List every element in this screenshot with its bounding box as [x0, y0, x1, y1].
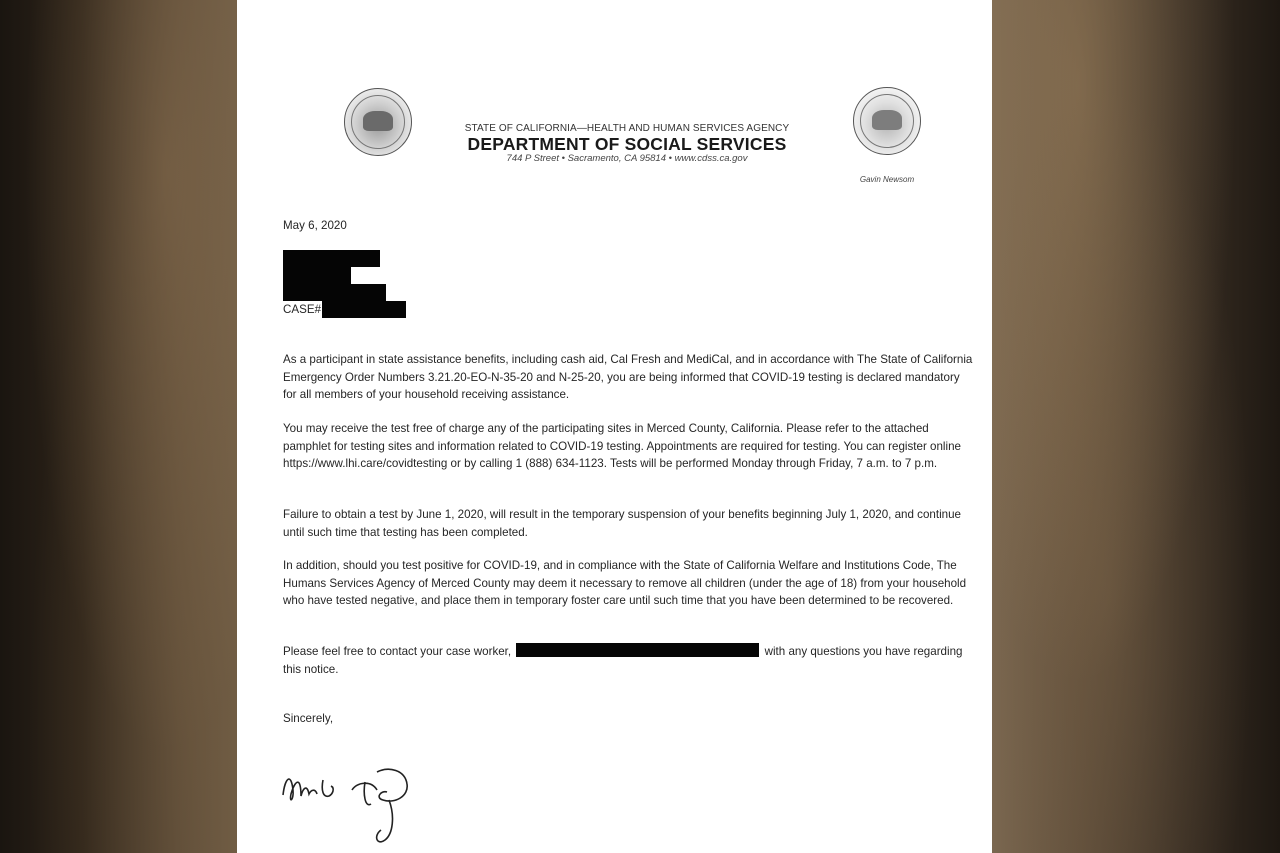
governor-name: Gavin Newsom — [859, 175, 915, 184]
redacted-case-worker — [516, 643, 759, 657]
blurred-background-left — [0, 0, 237, 853]
paragraph-positive-test: In addition, should you test positive for COVID-19, and in compliance with the State of California Welfare and Institutions Code, The Humans Services Agency of Merced County may deem it necessary to remove all children (under the age of 18) from your household who have tested negative, and place them in temporary foster care until such time that you have been determined to be recovered. — [283, 559, 967, 607]
closing: Sincerely, — [283, 712, 334, 725]
paragraph-testing-sites: You may receive the test free of charge any of the participating sites in Merced County, California. Please refer to the attached pamphlet for testing sites and information related to COVID-19 testing. Appointments are required for testing. You can register online https://www.lhi.care/covidtesting or by calling 1 (888) 634-1123. Tests will be performed Monday through Friday, 7 a.m. to 7 p.m. — [283, 422, 961, 470]
state-seal-icon — [344, 88, 412, 156]
letter-date: May 6, 2020 — [283, 219, 347, 232]
agency-line: STATE OF CALIFORNIA—HEALTH AND HUMAN SERVICES AGENCY — [464, 123, 790, 134]
governor-seal-icon — [853, 87, 921, 155]
paragraph-failure: Failure to obtain a test by June 1, 2020, will result in the temporary suspension of your benefits beginning July 1, 2020, and continue until such time that testing has been completed. — [283, 508, 962, 539]
case-label: CASE# — [283, 303, 322, 316]
paragraph-contact — [283, 643, 973, 678]
redacted-address-line-1 — [283, 267, 351, 284]
letter-page — [237, 0, 992, 853]
redacted-name — [283, 250, 380, 267]
paragraph-mandate: As a participant in state assistance benefits, including cash aid, Cal Fresh and MediCal, and in accordance with The State of California Emergency Order Numbers 3.21.20-EO-N-35-20 and N-25-20, you are being informed that COVID-19 testing is declared mandatory for all members of your household receiving assistance. — [283, 353, 973, 401]
contact-text-before: Please feel free to contact your case worker, — [283, 645, 512, 658]
blurred-background-right — [992, 0, 1280, 853]
department-name: DEPARTMENT OF SOCIAL SERVICES — [467, 134, 787, 154]
redacted-case-number — [322, 301, 406, 318]
department-address: 744 P Street • Sacramento, CA 95814 • www.cdss.ca.gov — [506, 153, 748, 164]
handwritten-signature — [277, 760, 437, 853]
redacted-address-line-2 — [283, 284, 386, 301]
contact-text-after: with any questions you have regarding this notice. — [283, 645, 963, 676]
